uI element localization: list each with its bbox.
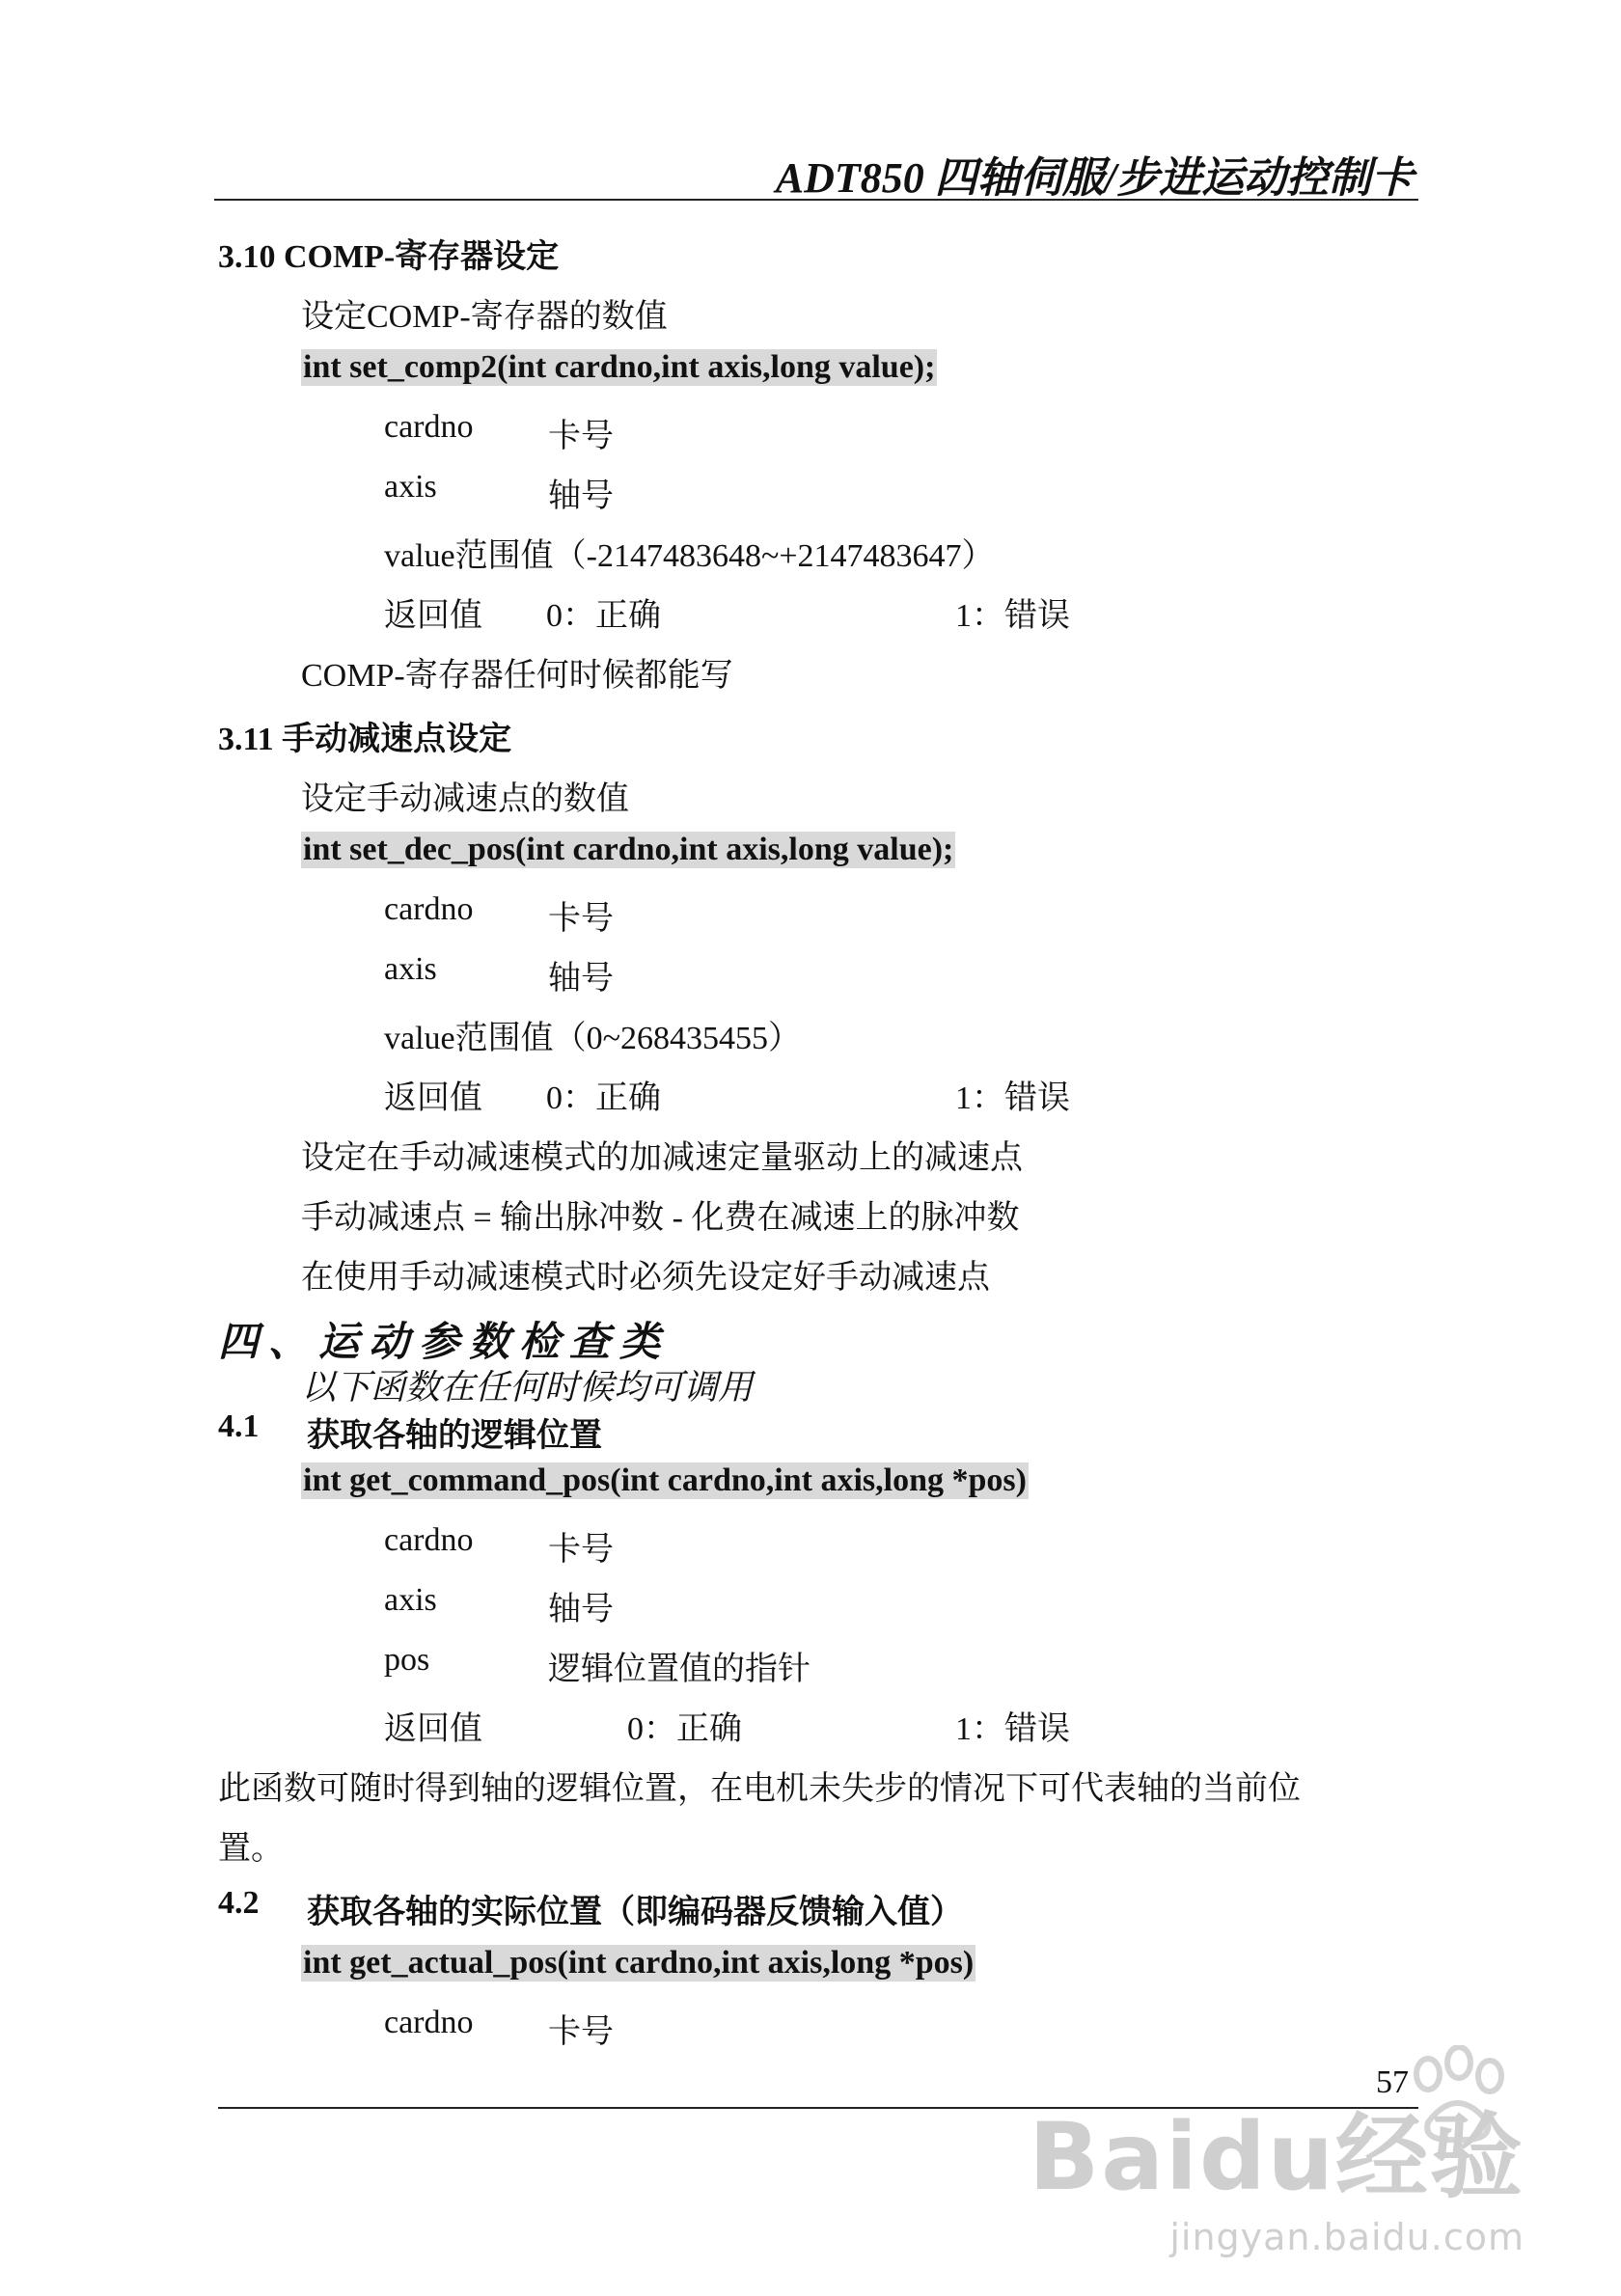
return-ok: 0：正确 — [627, 1711, 742, 1747]
section-3-11-desc: 设定手动减速点的数值 — [301, 781, 629, 817]
param-name: cardno — [384, 891, 474, 927]
section-3-10-heading: 3.10 COMP-寄存器设定 — [218, 239, 560, 275]
section-4-1-number: 4.1 — [218, 1408, 260, 1444]
return-error: 1：错误 — [955, 1711, 1070, 1747]
section-4-1-note: 此函数可随时得到轴的逻辑位置，在电机未失步的情况下可代表轴的当前位 — [218, 1771, 1301, 1807]
watermark-logo: Baidu经验 — [1029, 2103, 1525, 2211]
chapter-4-subtitle: 以下函数在任何时候均可调用 — [301, 1368, 754, 1407]
section-4-1-heading: 获取各轴的逻辑位置 — [307, 1418, 602, 1454]
param-name: cardno — [384, 1522, 474, 1558]
section-4-2-number: 4.2 — [218, 1885, 260, 1921]
param-name: cardno — [384, 2005, 474, 2040]
param-name: axis — [384, 1582, 437, 1618]
return-error: 1：错误 — [955, 598, 1070, 634]
header-rule — [214, 199, 1418, 201]
param-desc: 卡号 — [548, 901, 614, 937]
watermark-url: jingyan.baidu.com — [1169, 2216, 1525, 2258]
section-3-11-function: int set_dec_pos(int cardno,int axis,long value); — [303, 832, 954, 867]
chapter-4-title: 四、运动参数检查类 — [218, 1321, 671, 1365]
section-4-2-function: int get_actual_pos(int cardno,int axis,long *pos) — [303, 1945, 975, 1981]
watermark — [1029, 2084, 1525, 2258]
return-ok: 0：正确 — [546, 1080, 661, 1116]
return-label: 返回值 — [384, 1080, 482, 1116]
section-3-11-note: 设定在手动减速模式的加减速定量驱动上的减速点 — [301, 1140, 1023, 1176]
section-3-10-function: int set_comp2(int cardno,int axis,long value); — [303, 349, 936, 385]
section-4-2-heading: 获取各轴的实际位置（即编码器反馈输入值） — [307, 1895, 963, 1930]
section-3-10-desc: 设定COMP-寄存器的数值 — [301, 299, 668, 335]
value-range: value范围值（-2147483648~+2147483647） — [384, 538, 995, 574]
param-name: cardno — [384, 409, 474, 445]
param-desc: 轴号 — [548, 478, 614, 514]
header-title: ADT850 四轴伺服/步进运动控制卡 — [775, 154, 1414, 202]
param-name: axis — [384, 469, 437, 505]
param-desc: 卡号 — [548, 2014, 614, 2050]
section-4-1-function: int get_command_pos(int cardno,int axis,long *pos) — [303, 1462, 1027, 1498]
param-desc: 轴号 — [548, 1592, 614, 1627]
section-3-11-note: 手动减速点 = 输出脉冲数 - 化费在减速上的脉冲数 — [301, 1200, 1020, 1236]
section-4-1-note-cont: 置。 — [218, 1831, 284, 1867]
param-desc: 轴号 — [548, 961, 614, 997]
param-name: axis — [384, 951, 437, 987]
page-number: 57 — [1376, 2064, 1409, 2100]
param-desc: 卡号 — [548, 419, 614, 454]
section-3-11-heading: 3.11 手动减速点设定 — [218, 722, 512, 757]
return-error: 1：错误 — [955, 1080, 1070, 1116]
return-label: 返回值 — [384, 598, 482, 634]
param-desc: 逻辑位置值的指针 — [548, 1652, 810, 1687]
value-range: value范围值（0~268435455） — [384, 1021, 802, 1056]
param-desc: 卡号 — [548, 1532, 614, 1568]
section-3-10-note: COMP-寄存器任何时候都能写 — [301, 658, 733, 694]
param-name: pos — [384, 1642, 430, 1678]
section-3-11-note: 在使用手动减速模式时必须先设定好手动减速点 — [301, 1260, 990, 1296]
return-ok: 0：正确 — [546, 598, 661, 634]
return-label: 返回值 — [384, 1711, 482, 1747]
